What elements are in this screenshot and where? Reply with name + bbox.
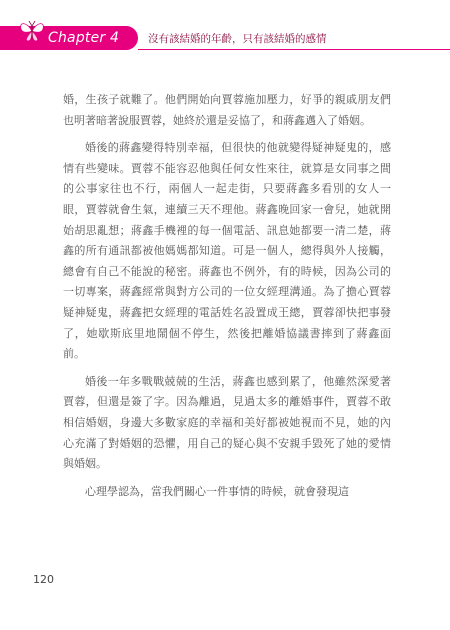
- chapter-header: [0, 26, 450, 50]
- chapter-subtitle: 沒有該結婚的年齡，只有該結婚的感情: [148, 33, 327, 45]
- chapter-label: Chapter 4: [48, 30, 120, 46]
- butterfly-icon: [18, 17, 46, 45]
- paragraph: 婚後的蔣鑫變得特別幸福，但很快的他就變得疑神疑鬼的，感情有些變味。賈蓉不能容忍他與任何女性來往，就算是女同事之間的公事家往也不行，兩個人一起走街，只要蔣鑫多看別的女人一眼，賈蓉就會生氣，連續三天不理他。蔣鑫晚回家一會兒，她就開始胡思亂想；蔣鑫手機裡的每一個電話、訊息她都要一清二楚，蔣鑫的所有通訊都被他媽媽都知道。可是一個人，總得與外人接觸，總會有自己不能說的秘密。蔣鑫也不例外，有的時候，因為公司的一切專案，蔣鑫經常與對方公司的一位女經理溝通。為了擔心賈蓉疑神疑鬼，蔣鑫把女經理的電話姓名設置成王總，賈蓉卻快把事發了，她歇斯底里地鬧個不停生，然後把離婚協議書摔到了蔣鑫面前。: [63, 141, 391, 361]
- page-number: 120: [33, 573, 54, 586]
- chapter-tab: [0, 26, 138, 50]
- header-divider: [138, 49, 450, 50]
- paragraph: 心理學認為，當我們關心一件事情的時候，就會發現這: [85, 484, 349, 498]
- paragraph: 婚後一年多戰戰兢兢的生活，蔣鑫也感到累了，他雖然深愛著賈蓉，但還是簽了字。因為離過，見過太多的離婚事件，賈蓉不敢相信婚姻，身邊大多數家庭的幸福和美好都被她視而不見，她的內心充滿了對婚姻的恐懼，用自己的疑心與不安親手毀死了她的愛情與婚姻。: [63, 374, 391, 471]
- paragraph: 婚，生孩子就難了。他們開始向賈蓉施加壓力，好爭的親戚朋友們也明著暗著說服賈蓉，她終於還是妥協了，和蔣鑫邁入了婚姻。: [63, 93, 391, 127]
- body-text: [63, 90, 391, 509]
